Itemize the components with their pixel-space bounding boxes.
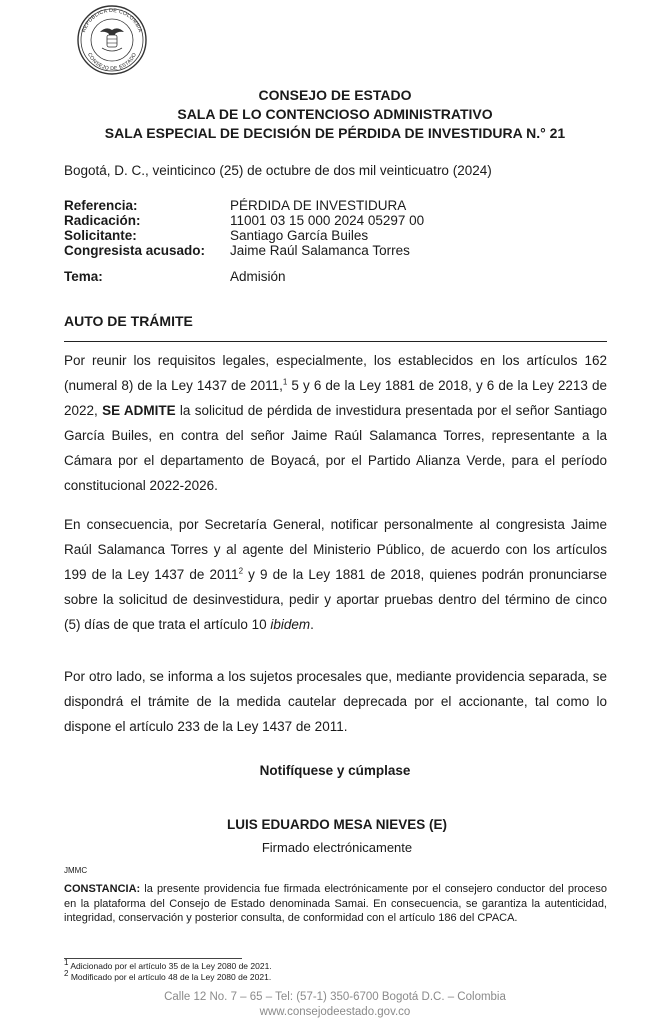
meta-row-radicacion xyxy=(64,213,424,228)
auto-title: AUTO DE TRÁMITE xyxy=(64,313,193,329)
tema-label: Tema: xyxy=(64,269,103,284)
footnote-ref-2[interactable]: 2 xyxy=(238,566,244,576)
footnote-1-text: Adicionado por el artículo 35 de la Ley 2080 de 2021. xyxy=(68,961,272,971)
constancia-label: CONSTANCIA: xyxy=(64,883,141,895)
footer-website-link[interactable]: www.consejodeestado.gov.co xyxy=(259,1006,411,1018)
radicacion-label: Radicación: xyxy=(64,213,141,228)
referencia-label: Referencia: xyxy=(64,198,138,213)
solicitante-value: Santiago García Builes xyxy=(230,228,369,243)
title-divider xyxy=(64,341,607,342)
p2-text-a: En consecuencia, por Secretaría General, notificar personalmente al congresista Jaime Raúl Salamanca Torres y al agente del Ministerio Público, de acuerdo con los artículos 199 de la Ley 1437 de 2011 xyxy=(64,517,607,582)
p2-text-b: y 9 de la Ley 1881 de 2018, quienes podrán pronunciarse sobre la solicitud de desinvestidura, pedir y aportar pruebas dentro del término de cinco (5) días de que trata el artículo 10 xyxy=(64,567,607,632)
footnote-2-text: Modificado por el artículo 48 de la Ley 2080 de 2021. xyxy=(68,972,272,982)
footer-address: Calle 12 No. 7 – 65 – Tel: (57-1) 350-6700 Bogotá D.C. – Colombia xyxy=(164,991,506,1003)
heading-line-2: SALA DE LO CONTENCIOSO ADMINISTRATIVO xyxy=(177,106,493,122)
notificacion-heading: Notifíquese y cúmplase xyxy=(259,763,411,778)
heading-line-3: SALA ESPECIAL DE DECISIÓN DE PÉRDIDA DE INVESTIDURA N.° 21 xyxy=(104,125,566,141)
p1-text-c: la solicitud de pérdida de investidura presentada por el señor Santiago García Builes, en contra del señor Jaime Raúl Salamanca Torres, representante a la Cámara por el departamento de Boyacá, por el Partido Alianza Verde, para el período constitucional 2022-2026. xyxy=(64,403,607,493)
constancia-block xyxy=(64,882,607,926)
footnote-1 xyxy=(64,958,272,972)
tema-value: Admisión xyxy=(230,269,286,284)
congresista-label: Congresista acusado: xyxy=(64,243,206,258)
signature-status: Firmado electrónicamente xyxy=(261,840,413,855)
signer-name: LUIS EDUARDO MESA NIEVES (E) xyxy=(226,817,448,832)
footnote-2-number: 2 xyxy=(64,969,69,979)
seal-text-bottom: CONSEJO DE ESTADO xyxy=(86,51,138,73)
meta-row-congresista xyxy=(64,243,424,258)
footnote-divider xyxy=(64,958,242,959)
drafter-initials: JMMC xyxy=(64,866,88,875)
meta-row-tema xyxy=(64,269,424,284)
radicacion-value: 11001 03 15 000 2024 05297 00 xyxy=(230,213,425,228)
p2-text-c: . xyxy=(310,617,314,632)
case-metadata xyxy=(64,198,424,284)
seal-text-top: REPÚBLICA DE COLOMBIA xyxy=(81,7,143,34)
page-footer xyxy=(0,990,650,1020)
solicitante-label: Solicitante: xyxy=(64,228,137,243)
meta-row-referencia xyxy=(64,198,424,213)
court-heading xyxy=(0,86,650,143)
footnotes xyxy=(64,958,272,983)
meta-row-solicitante xyxy=(64,228,424,243)
p1-se-admite: SE ADMITE xyxy=(102,403,176,418)
footnote-2 xyxy=(64,969,272,983)
congresista-value: Jaime Raúl Salamanca Torres xyxy=(230,243,410,258)
constancia-text: la presente providencia fue firmada electrónicamente por el consejero conductor del proceso en la plataforma del Consejo de Estado denominada Samai. En consecuencia, se garantiza la autenticidad, integridad, conservación y posterior consulta, de conformidad con el artículo 186 del CPACA. xyxy=(64,883,607,924)
p1-text-b: 5 y 6 de la Ley 1881 de 2018, y 6 de la Ley 2213 de 2022, xyxy=(64,378,607,418)
dateline: Bogotá, D. C., veinticinco (25) de octubre de dos mil veinticuatro (2024) xyxy=(64,163,492,178)
p1-text-a: Por reunir los requisitos legales, especialmente, los establecidos en los artículos 162 (numeral 8) de la Ley 1437 de 2011, xyxy=(64,353,607,393)
p2-ibidem: ibidem xyxy=(270,617,311,632)
consejo-de-estado-seal-icon xyxy=(72,4,152,76)
heading-line-1: CONSEJO DE ESTADO xyxy=(258,87,412,103)
referencia-value: PÉRDIDA DE INVESTIDURA xyxy=(230,198,407,213)
footnote-1-number: 1 xyxy=(64,958,69,968)
paragraph-notificacion xyxy=(64,512,607,637)
footnote-ref-1[interactable]: 1 xyxy=(282,377,288,387)
paragraph-medida-cautelar: Por otro lado, se informa a los sujetos procesales que, mediante providencia separada, se dispondrá el trámite de la medida cautelar deprecada por el accionante, tal como lo dispone el artículo 233 de la Ley 1437 de 2011. xyxy=(64,669,607,734)
paragraph-admision xyxy=(64,348,607,498)
